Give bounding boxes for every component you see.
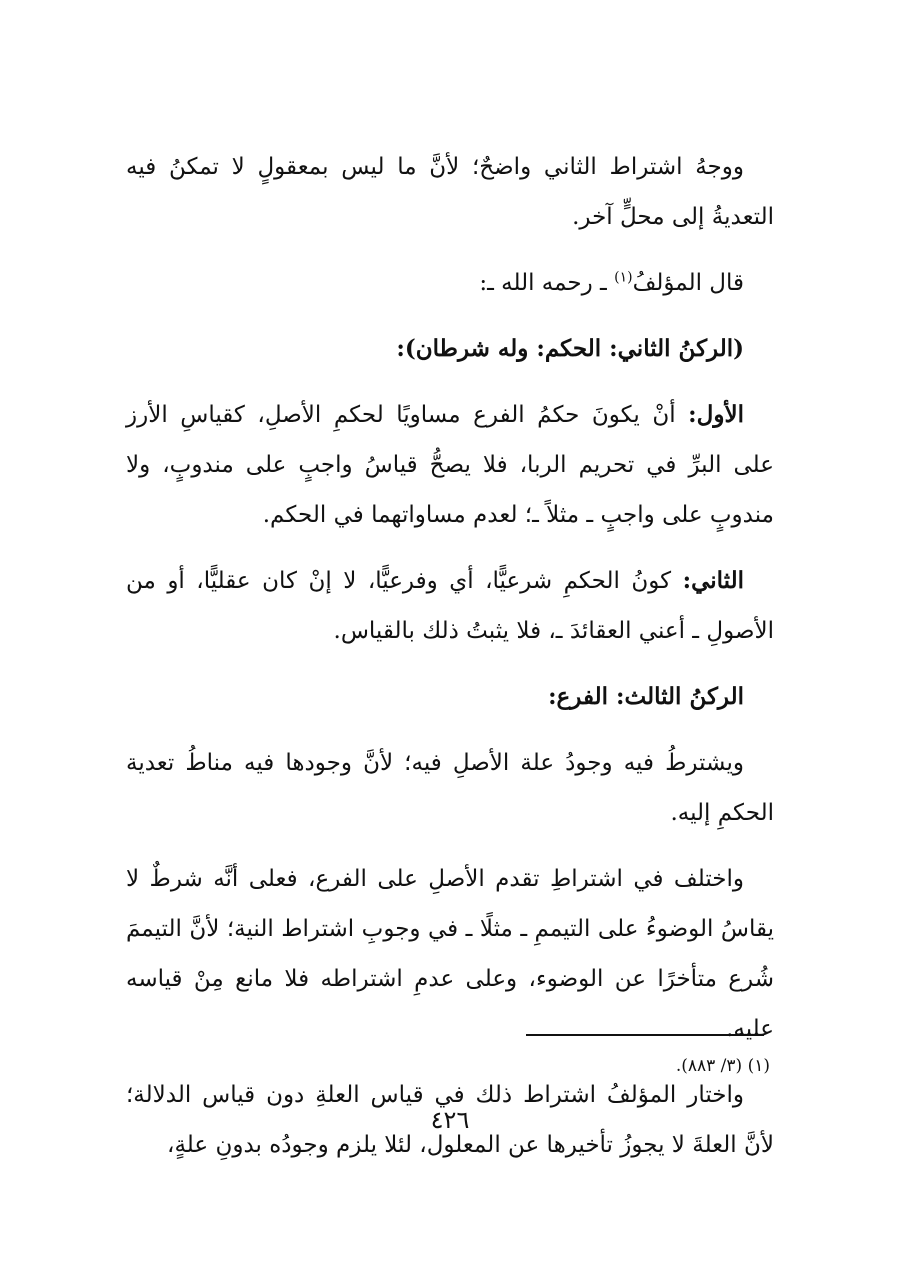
paragraph-author-choice: واختار المؤلفُ اشتراط ذلك في قياس العلةِ دون قياس الدلالة؛ لأنَّ العلةَ لا يجوزُ تأخيرها عن المعلول، لئلا يلزم وجودُه بدونِ علةٍ،	[126, 1082, 774, 1158]
footnote-divider	[526, 1034, 764, 1036]
second-condition-lead: الثاني:	[682, 567, 744, 594]
author-says-tail: ـ رحمه الله ـ:	[479, 270, 615, 296]
author-says-text: قال المؤلفُ	[632, 270, 744, 296]
footnote-reference[interactable]: (١)	[614, 269, 633, 286]
main-text	[126, 142, 774, 1186]
paragraph-first-condition	[126, 390, 774, 540]
paragraph-branch-condition: ويشترطُ فيه وجودُ علة الأصلِ فيه؛ لأنَّ وجودها فيه مناطُ تعدية الحكمِ إليه.	[126, 750, 774, 826]
paragraph-1: ووجهُ اشتراط الثاني واضحٌ؛ لأنَّ ما ليس بمعقولٍ لا تمكنُ فيه التعديةُ إلى محلٍّ آخر.	[126, 154, 774, 230]
paragraph-second-condition	[126, 556, 774, 656]
heading-second-pillar: (الركنُ الثاني: الحكم: وله شرطان):	[396, 335, 744, 362]
paragraph-author-says	[126, 258, 774, 308]
first-condition-lead: الأول:	[688, 401, 744, 428]
paragraph-disagreement: واختلف في اشتراطِ تقدم الأصلِ على الفرع، فعلى أنَّه شرطٌ لا يقاسُ الوضوءُ على التيممِ ـ مثلًا ـ في وجوبِ اشتراط النية؛ لأنَّ التيممَ شُرع متأخرًا عن الوضوء، وعلى عدمِ اشتراطه فلا مانع مِنْ قياسه عليه.	[126, 866, 774, 1042]
heading-third-pillar: الركنُ الثالث: الفرع:	[548, 683, 744, 710]
page-number: ٤٢٦	[430, 1106, 470, 1134]
footnote: (١) (٣/ ٨٨٣).	[675, 1056, 770, 1076]
first-condition-body: أنْ يكونَ حكمُ الفرع مساويًا لحكمِ الأصلِ، كقياسِ الأرز على البرِّ في تحريم الربا، فلا يصحُّ قياسُ واجبٍ على مندوبٍ، ولا مندوبٍ على واجبٍ ـ مثلاً ـ؛ لعدم مساواتهما في الحكم.	[126, 402, 774, 528]
second-condition-body: كونُ الحكمِ شرعيًّا، أي وفرعيًّا، لا إنْ كان عقليًّا، أو من الأصولِ ـ أعني العقائدَ ـ، فلا يثبتُ ذلك بالقياس.	[126, 568, 774, 644]
